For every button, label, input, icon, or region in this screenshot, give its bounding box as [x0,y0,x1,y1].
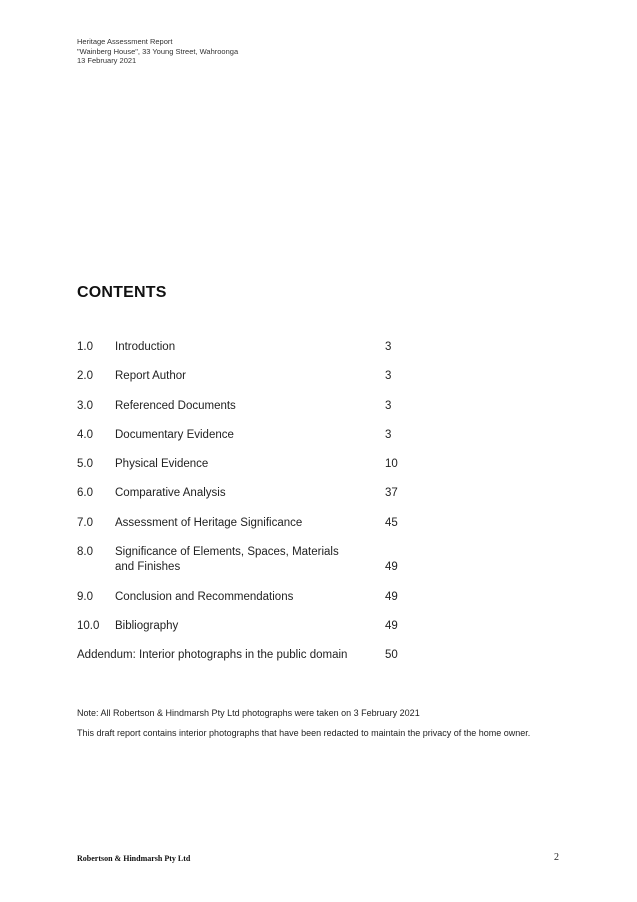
toc-entry-page: 49 [385,619,398,632]
footer-page-number: 2 [554,852,559,863]
toc-entry-number: 10.0 [77,619,100,632]
toc-entry-page: 3 [385,341,392,353]
footer-company: Robertson & Hindmarsh Pty Ltd [77,854,191,863]
toc-entry-page: 37 [385,487,398,500]
toc-entry-page: 3 [385,370,392,383]
header-report-title: Heritage Assessment Report [77,37,173,46]
toc-entry-number: 3.0 [77,399,93,412]
toc-entry [77,516,407,545]
toc-entry-page: 3 [385,428,392,441]
toc-entry-page: 10 [385,458,398,471]
toc-addendum [77,648,407,677]
toc-entry-label: Significance of Elements, Spaces, Materials and Finishes [115,546,339,574]
toc-entry [77,399,407,428]
toc-entry [77,369,407,398]
toc-entry [77,619,407,648]
toc-entry-number: 9.0 [77,590,93,603]
toc-addendum-label: Addendum: Interior photographs in the public domain [77,649,348,662]
toc-entry-label: Assessment of Heritage Significance [115,516,303,529]
toc-entry-page: 45 [385,516,398,529]
toc-addendum-page: 50 [385,649,398,662]
toc-entry-page: 3 [385,399,392,412]
toc-entry-number: 5.0 [77,458,93,471]
toc-entry-number: 7.0 [77,516,93,529]
photograph-note: Note: All Robertson & Hindmarsh Pty Ltd photographs were taken on 3 February 2021 [77,708,420,718]
toc-entry-label: Report Author [115,370,186,383]
toc-entry [77,545,407,590]
contents-heading: CONTENTS [77,284,167,301]
toc-entry-number: 1.0 [77,341,93,353]
toc-entry-number: 2.0 [77,370,93,383]
toc-entry-number: 6.0 [77,487,93,500]
toc-entry [77,590,407,619]
toc-entry [77,428,407,457]
toc-entry-label: Referenced Documents [115,399,236,412]
toc-entry [77,457,407,486]
toc-entry-label: Comparative Analysis [115,487,226,500]
toc-entry-number: 4.0 [77,428,93,441]
document-header [77,37,238,66]
table-of-contents [77,340,407,677]
header-property: "Wainberg House", 33 Young Street, Wahroonga [77,46,239,56]
toc-entry [77,486,407,515]
toc-entry-label: Bibliography [115,619,179,632]
toc-entry-number: 8.0 [77,546,93,559]
toc-entry-label: Conclusion and Recommendations [115,590,294,603]
toc-entry [77,340,407,369]
header-date: 13 February 2021 [77,56,137,66]
toc-entry-label: Introduction [115,341,176,353]
toc-entry-label: Documentary Evidence [115,428,234,441]
toc-entry-page: 49 [385,590,398,603]
toc-entry-page: 49 [385,561,398,574]
redaction-note: This draft report contains interior photographs that have been redacted to maintain the privacy of the home owner. [77,728,531,738]
toc-entry-label: Physical Evidence [115,458,209,471]
notes-section [77,708,547,748]
